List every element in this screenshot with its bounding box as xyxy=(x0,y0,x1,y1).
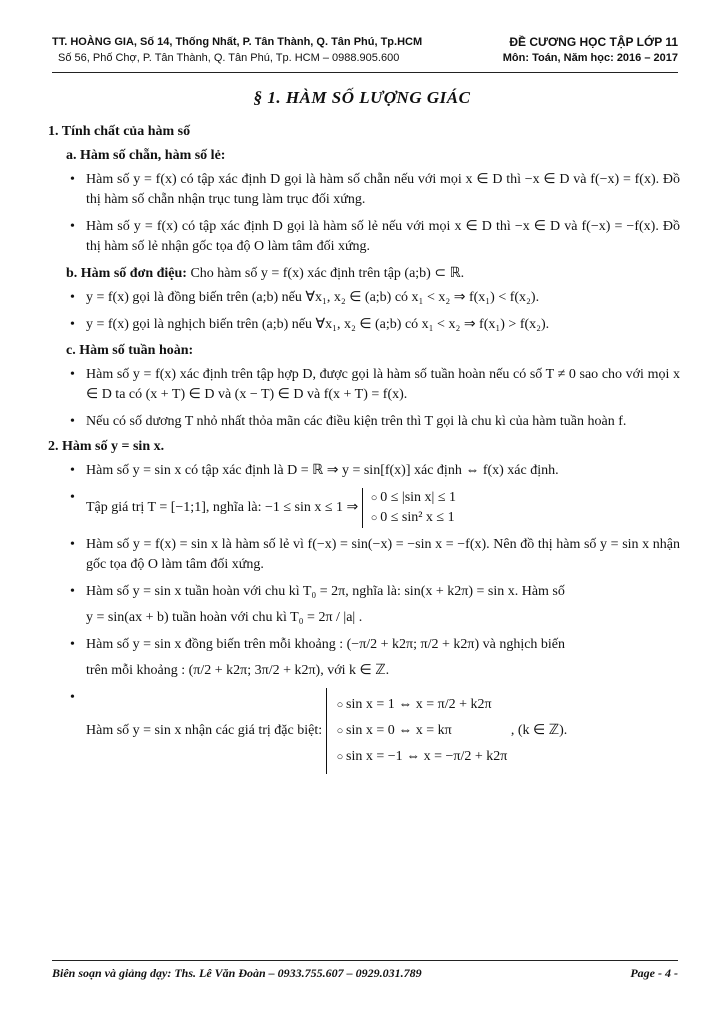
list-item xyxy=(86,488,680,528)
special-case-2: ○ sin x = 0 ⇔ x = kπ xyxy=(337,718,508,744)
range-bracket xyxy=(362,488,456,528)
header-address-2: Số 56, Phố Chợ, P. Tân Thành, Q. Tân Phú, Tp. HCM – 0988.905.600 xyxy=(58,52,400,64)
header-course-title: ĐỀ CƯƠNG HỌC TẬP LỚP 11 xyxy=(509,35,678,49)
footer-author: Biên soạn và giảng dạy: Ths. Lê Văn Đoàn – 0933.755.607 – 0929.031.789 xyxy=(52,966,422,980)
page-header xyxy=(52,34,678,72)
header-subject-year: Môn: Toán, Năm học: 2016 – 2017 xyxy=(502,52,678,64)
range-case-2: ○ 0 ≤ sin² x ≤ 1 xyxy=(371,508,456,528)
list-item: • Nếu có số dương T nhỏ nhất thỏa mãn các điều kiện trên thì T gọi là chu kì của hàm tuần hoàn f. xyxy=(86,412,680,432)
range-case-1: ○ 0 ≤ |sin x| ≤ 1 xyxy=(371,488,456,508)
page-title: § 1. HÀM SỐ LƯỢNG GIÁC xyxy=(253,88,471,107)
subsection-b-heading xyxy=(66,265,680,282)
special-case-1: ○ sin x = 1 ⇔ x = π/2 + k2π xyxy=(337,692,508,718)
list-item: • Hàm số y = f(x) có tập xác định D gọi là hàm số lẻ nếu với mọi x ∈ D thì −x ∈ D và f(−x) = −f(x). Đồ thị hàm số lẻ nhận gốc tọa độ O làm tâm đối xứng. xyxy=(86,217,680,257)
special-values-text: Hàm số y = sin x nhận các giá trị đặc biệt: xyxy=(86,723,323,739)
section-2-list xyxy=(48,461,680,774)
subsection-b-title: b. Hàm số đơn điệu: xyxy=(66,266,187,281)
subsection-b-list xyxy=(48,288,680,335)
header-address-1: TT. HOÀNG GIA, Số 14, Thống Nhất, P. Tân Thành, Q. Tân Phú, Tp.HCM xyxy=(52,36,423,48)
list-item xyxy=(86,635,680,681)
list-item: • Hàm số y = f(x) xác định trên tập hợp D, được gọi là hàm số tuần hoàn nếu có số T ≠ 0 sao cho với mọi x ∈ D ta có (x + T) ∈ D và (x − T) ∈ D và f(x + T) = f(x). xyxy=(86,365,680,405)
page-number: Page - 4 - xyxy=(630,966,678,980)
special-case-3: ○ sin x = −1 ⇔ x = −π/2 + k2π xyxy=(337,744,508,770)
subsection-b-text: Cho hàm số y = f(x) xác định trên tập (a;b) ⊂ ℝ. xyxy=(190,266,465,281)
period-line-1: • Hàm số y = sin x tuần hoàn với chu kì T₀ = 2π, nghĩa là: sin(x + k2π) = sin x. Hàm số xyxy=(86,584,565,599)
range-text: Tập giá trị T = [−1;1], nghĩa là: −1 ≤ sin x ≤ 1 ⇒ xyxy=(86,500,359,516)
list-item: • Hàm số y = f(x) có tập xác định D gọi là hàm số chẵn nếu với mọi x ∈ D thì −x ∈ D và f(−x) = f(x). Đồ thị hàm số chẵn nhận trục tung làm trục đối xứng. xyxy=(86,170,680,210)
subsection-c-heading: c. Hàm số tuần hoàn: xyxy=(66,343,194,358)
special-values-k: , (k ∈ ℤ). xyxy=(510,723,568,739)
subsection-c-list xyxy=(48,365,680,432)
special-values-bracket xyxy=(326,688,508,774)
list-item xyxy=(86,582,680,628)
list-item: • Hàm số y = f(x) = sin x là hàm số lẻ vì f(−x) = sin(−x) = −sin x = −f(x). Nên đồ thị hàm số y = sin x nhận gốc tọa độ O làm tâm đối xứng. xyxy=(86,535,680,575)
list-item xyxy=(86,688,680,774)
footer-divider xyxy=(52,960,678,961)
list-item: • Hàm số y = sin x có tập xác định là D = ℝ ⇒ y = sin[f(x)] xác định ⇔ f(x) xác định. xyxy=(86,461,680,481)
header-right xyxy=(503,34,678,66)
subsection-a-heading: a. Hàm số chẵn, hàm số lẻ: xyxy=(66,148,226,163)
period-line-2: y = sin(ax + b) tuần hoàn với chu kì T₀ = 2π / |a| . xyxy=(86,610,363,625)
list-item: • y = f(x) gọi là đồng biến trên (a;b) nếu ∀x₁, x₂ ∈ (a;b) có x₁ < x₂ ⇒ f(x₁) < f(x₂). xyxy=(86,288,680,308)
section-1-heading: 1. Tính chất của hàm số xyxy=(48,124,191,139)
list-item: • y = f(x) gọi là nghịch biến trên (a;b) nếu ∀x₁, x₂ ∈ (a;b) có x₁ < x₂ ⇒ f(x₁) > f(x₂). xyxy=(86,315,680,335)
subsection-a-list xyxy=(48,170,680,257)
monotonic-line-1: • Hàm số y = sin x đồng biến trên mỗi khoảng : (−π/2 + k2π; π/2 + k2π) và nghịch biến xyxy=(86,637,566,652)
main-content xyxy=(48,118,680,781)
header-left xyxy=(52,34,422,66)
section-2-heading: 2. Hàm số y = sin x. xyxy=(48,439,165,454)
header-divider xyxy=(52,72,678,73)
monotonic-line-2: trên mỗi khoảng : (π/2 + k2π; 3π/2 + k2π), với k ∈ ℤ. xyxy=(86,663,390,678)
